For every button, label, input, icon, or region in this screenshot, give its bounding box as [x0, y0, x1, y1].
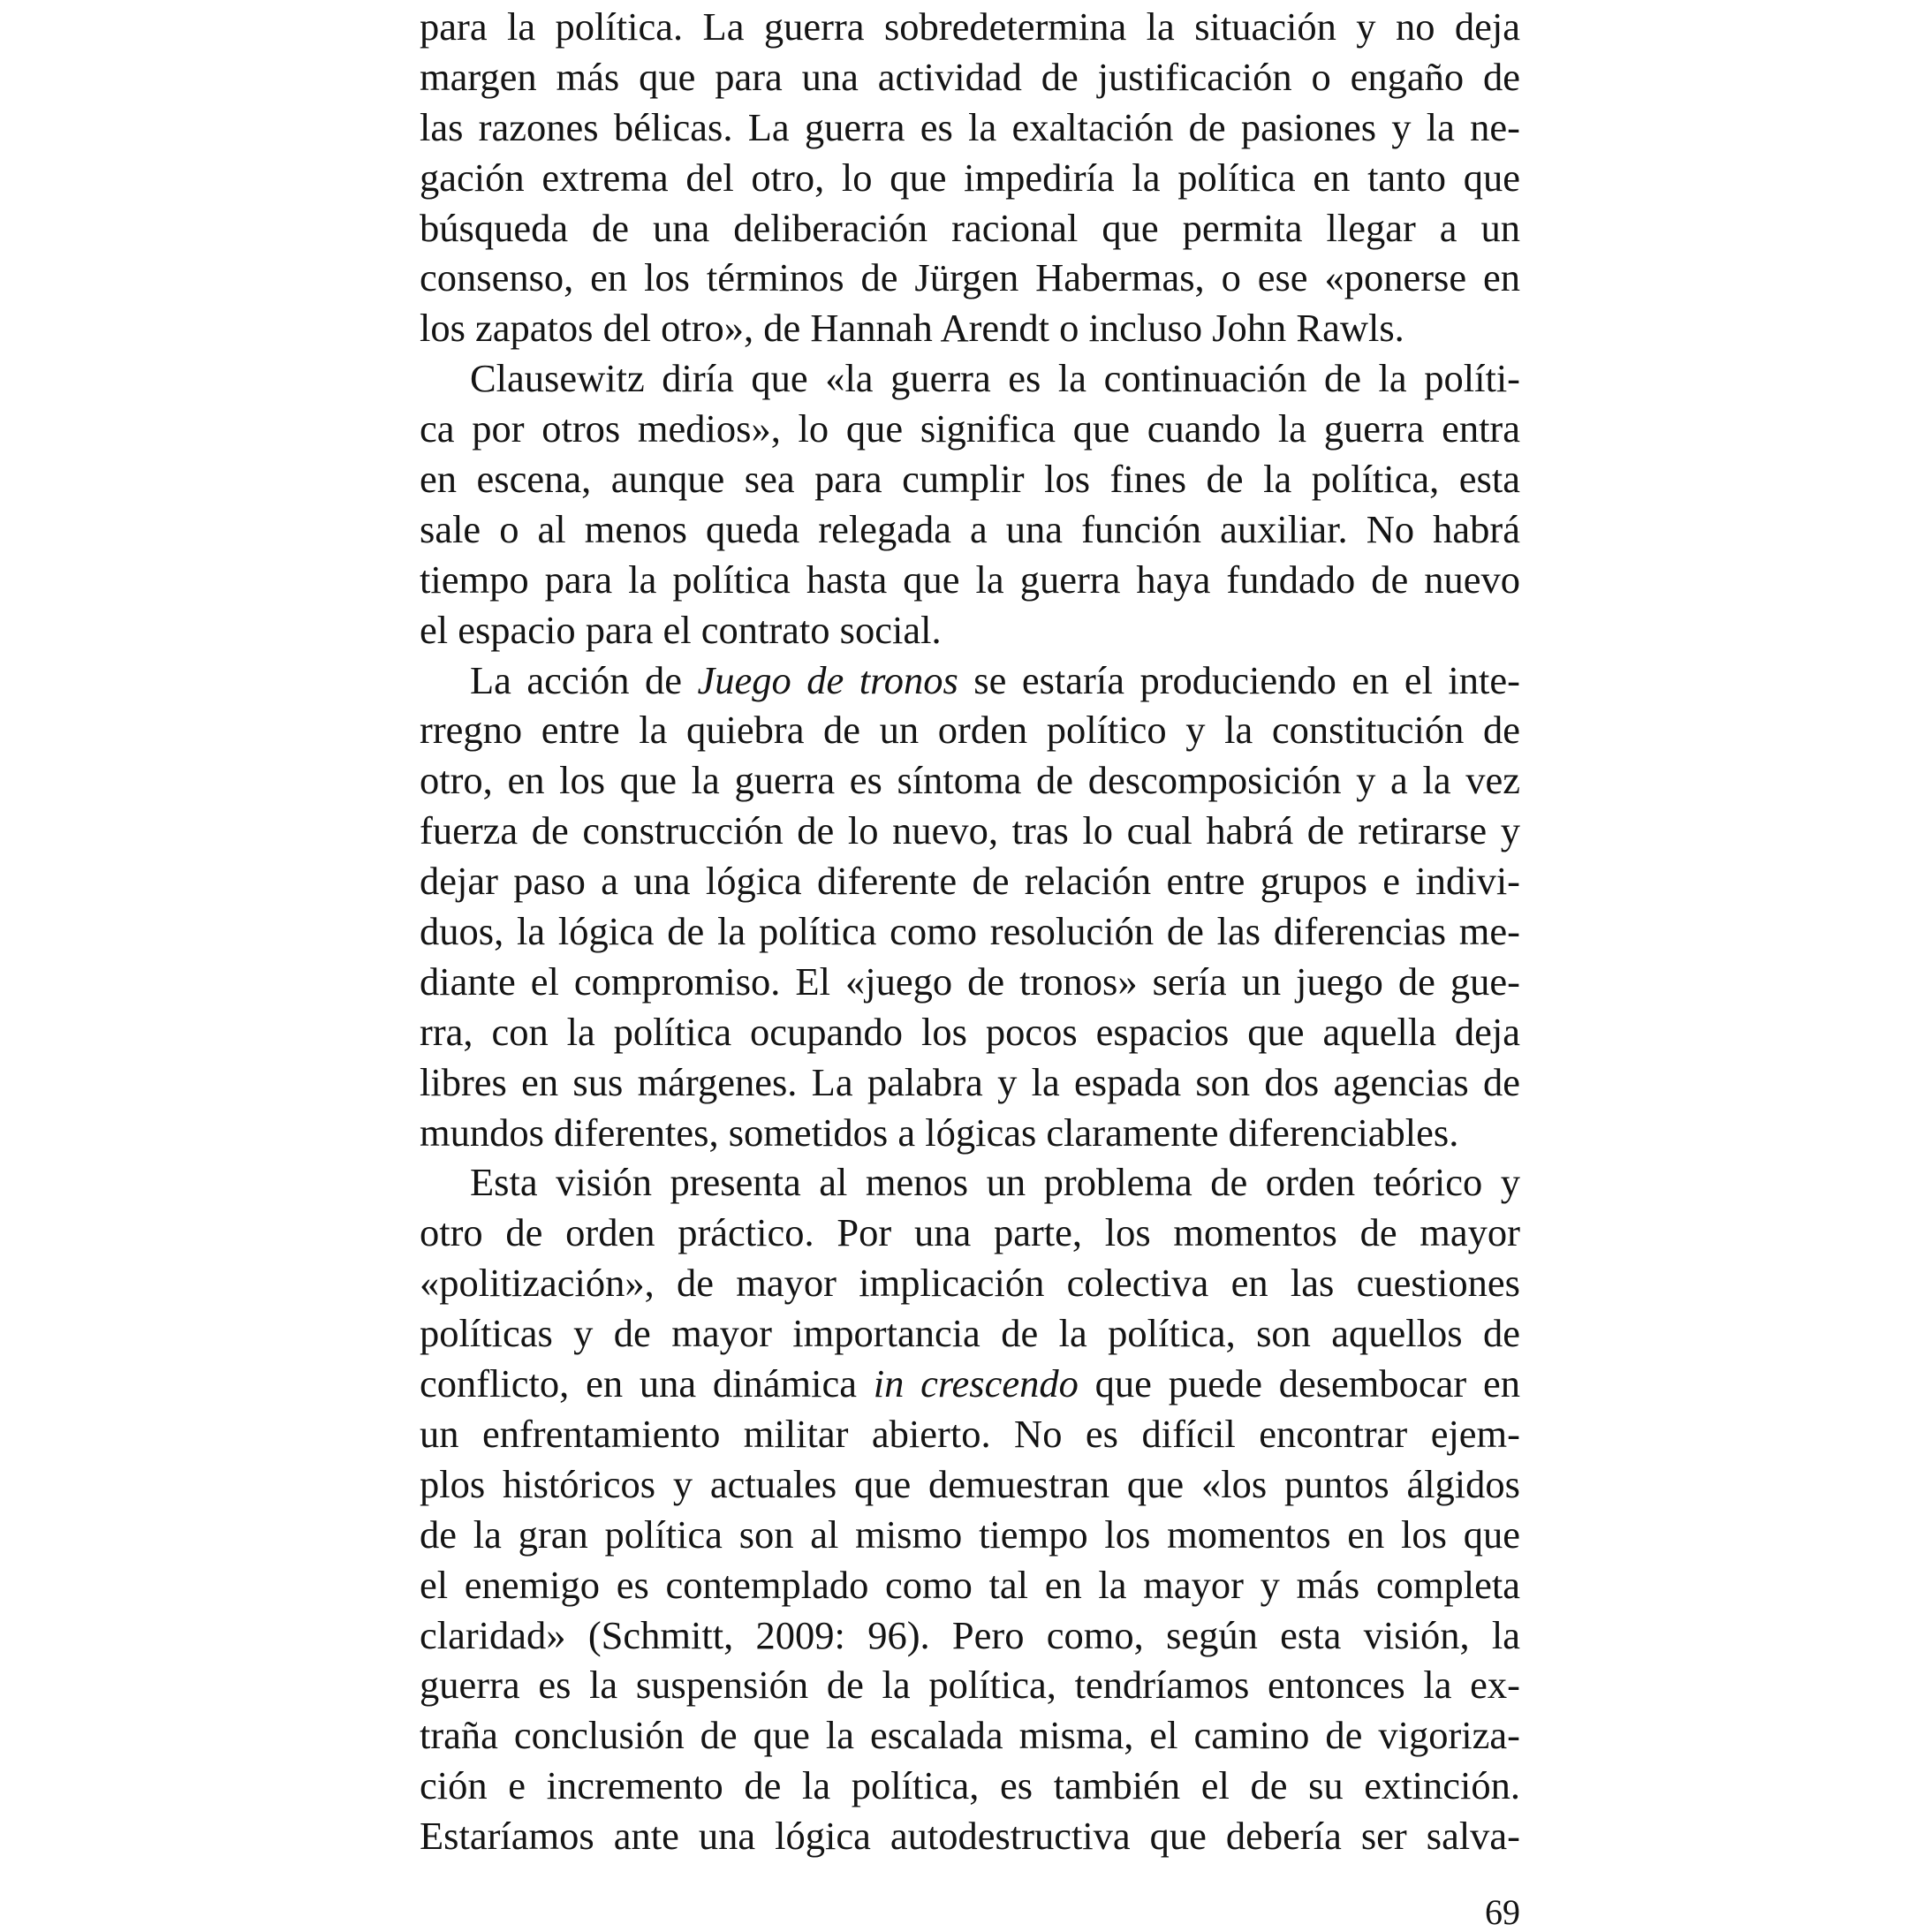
text-line: consenso, en los términos de Jürgen Habermas, o ese «ponerse en [420, 255, 1520, 300]
text-line: claridad» (Schmitt, 2009: 96). Pero como, según esta visión, la [420, 1612, 1520, 1657]
text-line: fuerza de construcción de lo nuevo, tras lo cual habrá de retirarse y [420, 808, 1520, 853]
text-line: otro, en los que la guerra es síntoma de descomposición y a la vez [420, 758, 1520, 803]
text-line: traña conclusión de que la escalada misma, el camino de vigoriza- [420, 1713, 1520, 1758]
text-line: los zapatos del otro», de Hannah Arendt o incluso John Rawls. [420, 306, 1404, 351]
text-line: el espacio para el contrato social. [420, 607, 942, 652]
text-line: mundos diferentes, sometidos a lógicas claramente diferenciables. [420, 1110, 1459, 1155]
text-line: plos históricos y actuales que demuestran que «los puntos álgidos [420, 1461, 1520, 1506]
text-line: de la gran política son al mismo tiempo los momentos en los que [420, 1512, 1520, 1557]
body-text [420, 2, 1520, 1861]
text-line: otro de orden práctico. Por una parte, los momentos de mayor [420, 1210, 1520, 1255]
text-line: conflicto, en una dinámica in crescendo que puede desembocar en [420, 1361, 1521, 1406]
text-line: «politización», de mayor implicación colectiva en las cuestiones [420, 1261, 1520, 1306]
text-line: las razones bélicas. La guerra es la exaltación de pasiones y la ne- [420, 104, 1520, 149]
text-line: La acción de Juego de tronos se estaría produciendo en el inte- [470, 657, 1520, 702]
page-number: 69 [1485, 1892, 1520, 1932]
text-line: ción e incremento de la política, es también el de su extinción. [420, 1763, 1520, 1808]
text-line: guerra es la suspensión de la política, tendríamos entonces la ex- [420, 1663, 1520, 1708]
text-line: dejar paso a una lógica diferente de relación entre grupos e indivi- [420, 859, 1520, 904]
text-line: un enfrentamiento militar abierto. No es difícil encontrar ejem- [420, 1411, 1520, 1456]
text-line: Clausewitz diría que «la guerra es la continuación de la políti- [470, 356, 1520, 401]
text-line: margen más que para una actividad de justificación o engaño de [420, 54, 1520, 99]
text-line: tiempo para la política hasta que la guerra haya fundado de nuevo [420, 557, 1520, 602]
text-line: políticas y de mayor importancia de la política, son aquellos de [420, 1311, 1520, 1356]
text-line: en escena, aunque sea para cumplir los fines de la política, esta [420, 457, 1520, 502]
text-line: para la política. La guerra sobredetermina la situación y no deja [420, 4, 1520, 49]
italic-title: Juego de tronos [697, 657, 958, 702]
text-line: gación extrema del otro, lo que impediría la política en tanto que [420, 155, 1520, 200]
text-line: búsqueda de una deliberación racional que permita llegar a un [420, 205, 1520, 250]
italic-title: in crescendo [873, 1361, 1079, 1406]
text-line: Estaríamos ante una lógica autodestructiva que debería ser salva- [420, 1814, 1520, 1859]
text-line: sale o al menos queda relegada a una función auxiliar. No habrá [420, 506, 1520, 551]
text-line: Esta visión presenta al menos un problema de orden teórico y [470, 1160, 1520, 1205]
text-line: rra, con la política ocupando los pocos espacios que aquella deja [420, 1009, 1520, 1054]
text-line: diante el compromiso. El «juego de tronos» sería un juego de gue- [420, 958, 1520, 1004]
text-line: rregno entre la quiebra de un orden político y la constitución de [420, 708, 1520, 753]
text-line: ca por otros medios», lo que significa que cuando la guerra entra [420, 406, 1520, 451]
text-line: duos, la lógica de la política como resolución de las diferencias me- [420, 909, 1520, 954]
text-line: el enemigo es contemplado como tal en la mayor y más completa [420, 1562, 1520, 1607]
text-line: libres en sus márgenes. La palabra y la espada son dos agencias de [420, 1059, 1520, 1104]
